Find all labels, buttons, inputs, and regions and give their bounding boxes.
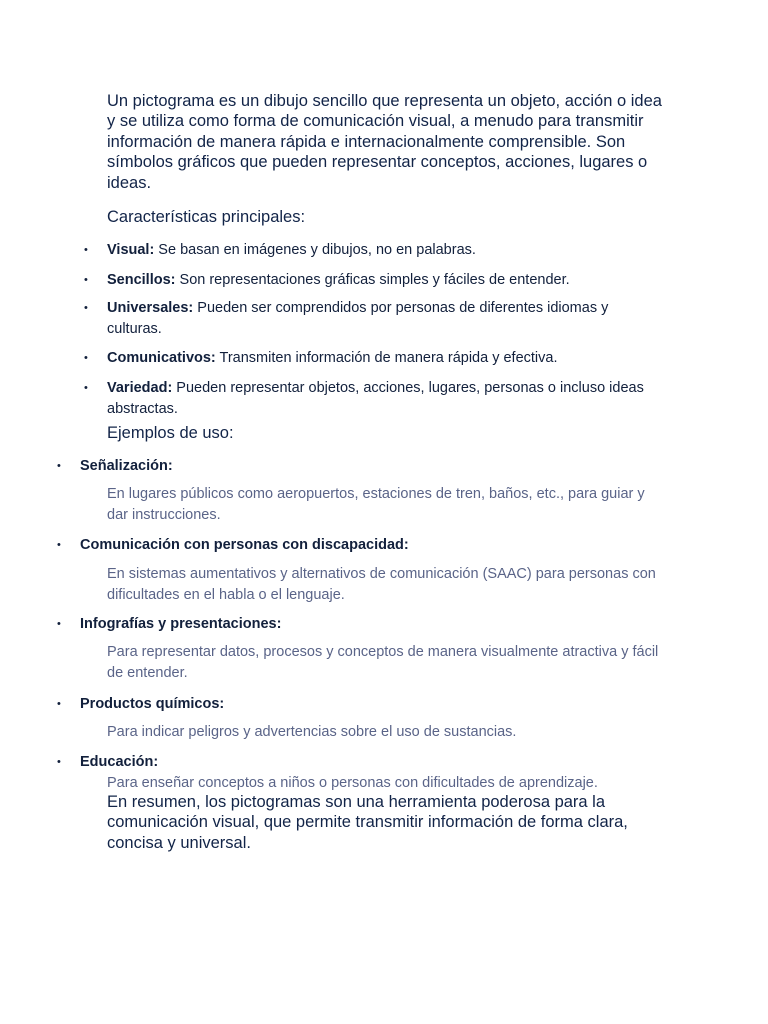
feature-term: Variedad: [107, 380, 173, 396]
bullet-icon: • [57, 618, 61, 630]
bullet-icon: • [84, 244, 88, 256]
feature-item [84, 240, 652, 261]
example-title-text: Infografías y presentaciones: [80, 616, 282, 632]
summary-paragraph: En resumen, los pictogramas son una herramienta poderosa para la comunicación visual, que permite transmitir información de forma clara, concisa y universal. [107, 793, 628, 852]
bullet-icon: • [57, 756, 61, 768]
example-description: Para indicar peligros y advertencias sobre el uso de sustancias. [107, 724, 517, 740]
feature-text: Pueden ser comprendidos por personas de diferentes idiomas y culturas. [107, 300, 609, 337]
bullet-icon: • [57, 698, 61, 710]
example-title-text: Educación: [80, 754, 159, 770]
features-heading: Características principales: [107, 208, 306, 226]
feature-item [84, 348, 652, 369]
example-description: Para enseñar conceptos a niños o personas con dificultades de aprendizaje. [107, 775, 598, 791]
example-title [57, 456, 173, 476]
example-description: Para representar datos, procesos y conceptos de manera visualmente atractiva y fácil de entender. [107, 644, 659, 681]
feature-term: Sencillos: [107, 272, 176, 288]
example-title [57, 752, 159, 772]
bullet-icon: • [84, 352, 88, 364]
example-title [57, 535, 409, 555]
example-description: En sistemas aumentativos y alternativos de comunicación (SAAC) para personas con dificultades en el habla o el lenguaje. [107, 566, 656, 603]
feature-term: Comunicativos: [107, 350, 216, 366]
examples-heading: Ejemplos de uso: [107, 424, 234, 442]
feature-text: Se basan en imágenes y dibujos, no en palabras. [154, 242, 476, 258]
feature-term: Visual: [107, 242, 155, 258]
bullet-icon: • [84, 382, 88, 394]
bullet-icon: • [57, 539, 61, 551]
feature-text: Pueden representar objetos, acciones, lugares, personas o incluso ideas abstractas. [107, 380, 644, 417]
feature-term: Universales: [107, 300, 194, 316]
example-title [57, 614, 282, 634]
feature-text: Transmiten información de manera rápida y efectiva. [215, 350, 558, 366]
example-title-text: Comunicación con personas con discapacidad: [80, 537, 409, 553]
bullet-icon: • [84, 274, 88, 286]
intro-paragraph: Un pictograma es un dibujo sencillo que representa un objeto, acción o idea y se utiliza como forma de comunicación visual, a menudo para transmitir información de manera rápida e internacionalmente comprensible. Son símbolos gráficos que pueden representar conceptos, acciones, lugares o ideas. [107, 92, 662, 192]
example-title-text: Señalización: [80, 458, 173, 474]
bullet-icon: • [84, 302, 88, 314]
example-title [57, 694, 225, 714]
example-description: En lugares públicos como aeropuertos, estaciones de tren, baños, etc., para guiar y dar instrucciones. [107, 486, 645, 523]
feature-item [84, 378, 652, 419]
example-title-text: Productos químicos: [80, 696, 225, 712]
feature-text: Son representaciones gráficas simples y fáciles de entender. [175, 272, 570, 288]
bullet-icon: • [57, 460, 61, 472]
feature-item [84, 270, 652, 291]
feature-item [84, 298, 652, 339]
